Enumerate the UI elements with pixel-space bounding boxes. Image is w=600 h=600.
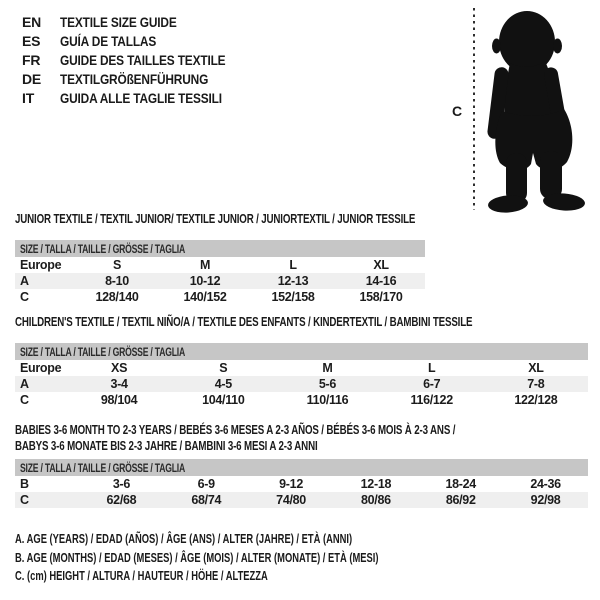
table-row bbox=[15, 392, 588, 408]
size-cell: 24-36 bbox=[530, 477, 561, 491]
language-row bbox=[22, 89, 255, 108]
size-header-bar: SIZE / TALLA / TAILLE / GRÖSSE / TAGLIA bbox=[15, 343, 588, 360]
size-cell: 6-9 bbox=[197, 477, 215, 491]
size-cell: 104/110 bbox=[202, 393, 245, 407]
size-cell: 74/80 bbox=[276, 493, 306, 507]
size-cell: 9-12 bbox=[279, 477, 303, 491]
size-cell: 14-16 bbox=[365, 274, 397, 288]
table-row bbox=[15, 376, 588, 392]
footnote-c: C. (cm) HEIGHT / ALTURA / HAUTEUR / HÖHE / ALTEZZA bbox=[15, 569, 268, 583]
language-code: IT bbox=[22, 90, 35, 106]
size-cell: 7-8 bbox=[527, 377, 545, 391]
row-label: A bbox=[20, 274, 29, 288]
baby-silhouette-icon bbox=[482, 5, 600, 215]
size-cell: 12-18 bbox=[360, 477, 392, 491]
table-row bbox=[15, 257, 425, 273]
language-title: GUÍA DE TALLAS bbox=[60, 33, 157, 49]
row-label: C bbox=[20, 393, 29, 407]
baby-figure bbox=[452, 3, 600, 215]
junior-size-table bbox=[15, 240, 425, 305]
size-cell: L bbox=[289, 258, 297, 272]
size-cell: 92/98 bbox=[530, 493, 561, 507]
size-cell: 98/104 bbox=[100, 393, 138, 407]
row-label: Europe bbox=[20, 361, 62, 375]
language-code: DE bbox=[22, 71, 42, 87]
size-cell: 110/116 bbox=[306, 393, 349, 407]
height-measure-line bbox=[473, 8, 475, 210]
size-cell: XS bbox=[111, 361, 128, 375]
section-title-junior: JUNIOR TEXTILE / TEXTIL JUNIOR/ TEXTILE JUNIOR / JUNIORTEXTIL / JUNIOR TESSILE bbox=[15, 212, 416, 226]
table-row bbox=[15, 360, 588, 376]
language-row bbox=[22, 51, 255, 70]
size-cell: XL bbox=[373, 258, 389, 272]
size-cell: 116/122 bbox=[410, 393, 453, 407]
row-label: Europe bbox=[20, 258, 62, 272]
babies-size-table bbox=[15, 459, 588, 508]
language-title: GUIDA ALLE TAGLIE TESSILI bbox=[60, 90, 222, 106]
size-cell: 128/140 bbox=[95, 290, 139, 304]
size-cell: 152/158 bbox=[271, 290, 315, 304]
section-title-babies: BABIES 3-6 MONTH TO 2-3 YEARS / BEBÉS 3-6 MESES A 2-3 AÑOS / BÉBÉS 3-6 MOIS À 2-3 ANS / BABYS 3-6 MONATE BIS 2-3 JAHRE / BAMBINI 3-6 MESI A 2-3 ANNI bbox=[15, 423, 456, 453]
size-cell: 10-12 bbox=[189, 274, 221, 288]
size-cell: 12-13 bbox=[277, 274, 309, 288]
size-cell: 80/86 bbox=[361, 493, 391, 507]
size-cell: 8-10 bbox=[105, 274, 129, 288]
language-row bbox=[22, 70, 255, 89]
footnote-a: A. AGE (YEARS) / EDAD (AÑOS) / ÂGE (ANS) / ALTER (JAHRE) / ETÀ (ANNI) bbox=[15, 532, 353, 546]
size-cell: 6-7 bbox=[423, 377, 441, 391]
size-cell: M bbox=[199, 258, 211, 272]
language-title: GUIDE DES TAILLES TEXTILE bbox=[60, 52, 226, 68]
language-code: ES bbox=[22, 33, 41, 49]
size-cell: L bbox=[427, 361, 436, 375]
size-cell: 5-6 bbox=[318, 377, 337, 391]
table-row bbox=[15, 476, 588, 492]
language-row bbox=[22, 32, 255, 51]
row-label: C bbox=[20, 290, 29, 304]
size-cell: 62/68 bbox=[106, 493, 137, 507]
size-header-bar: SIZE / TALLA / TAILLE / GRÖSSE / TAGLIA bbox=[15, 240, 425, 257]
language-title: TEXTILGRÖßENFÜHRUNG bbox=[60, 71, 209, 87]
table-row bbox=[15, 289, 425, 305]
size-cell: 140/152 bbox=[183, 290, 227, 304]
language-row bbox=[22, 13, 255, 32]
size-cell: 3-4 bbox=[110, 377, 128, 391]
row-label: A bbox=[20, 377, 29, 391]
size-header-bar: SIZE / TALLA / TAILLE / GRÖSSE / TAGLIA bbox=[15, 459, 588, 476]
footnotes bbox=[15, 530, 500, 586]
language-code: EN bbox=[22, 14, 42, 30]
footnote-b: B. AGE (MONTHS) / EDAD (MESES) / ÂGE (MOIS) / ALTER (MONATE) / ETÀ (MESI) bbox=[15, 550, 379, 565]
size-cell: XL bbox=[528, 361, 544, 375]
language-list bbox=[22, 13, 255, 108]
size-cell: S bbox=[219, 361, 228, 375]
section-title-children: CHILDREN'S TEXTILE / TEXTIL NIÑO/A / TEXTILE DES ENFANTS / KINDERTEXTIL / BAMBINI TESSILE bbox=[15, 315, 473, 329]
size-cell: M bbox=[322, 361, 333, 375]
size-cell: 18-24 bbox=[445, 477, 476, 491]
row-label: C bbox=[20, 493, 29, 507]
size-cell: 158/170 bbox=[359, 290, 403, 304]
table-row bbox=[15, 492, 588, 508]
language-title: TEXTILE SIZE GUIDE bbox=[60, 14, 177, 30]
size-cell: 86/92 bbox=[445, 493, 476, 507]
size-cell: S bbox=[112, 258, 122, 272]
row-label: B bbox=[20, 477, 29, 491]
size-cell: 68/74 bbox=[191, 493, 222, 507]
size-cell: 3-6 bbox=[112, 477, 130, 491]
size-cell: 4-5 bbox=[214, 377, 232, 391]
language-code: FR bbox=[22, 52, 41, 68]
height-measure-label: C bbox=[452, 103, 463, 119]
children-size-table bbox=[15, 343, 588, 408]
table-row bbox=[15, 273, 425, 289]
size-cell: 122/128 bbox=[514, 393, 558, 407]
